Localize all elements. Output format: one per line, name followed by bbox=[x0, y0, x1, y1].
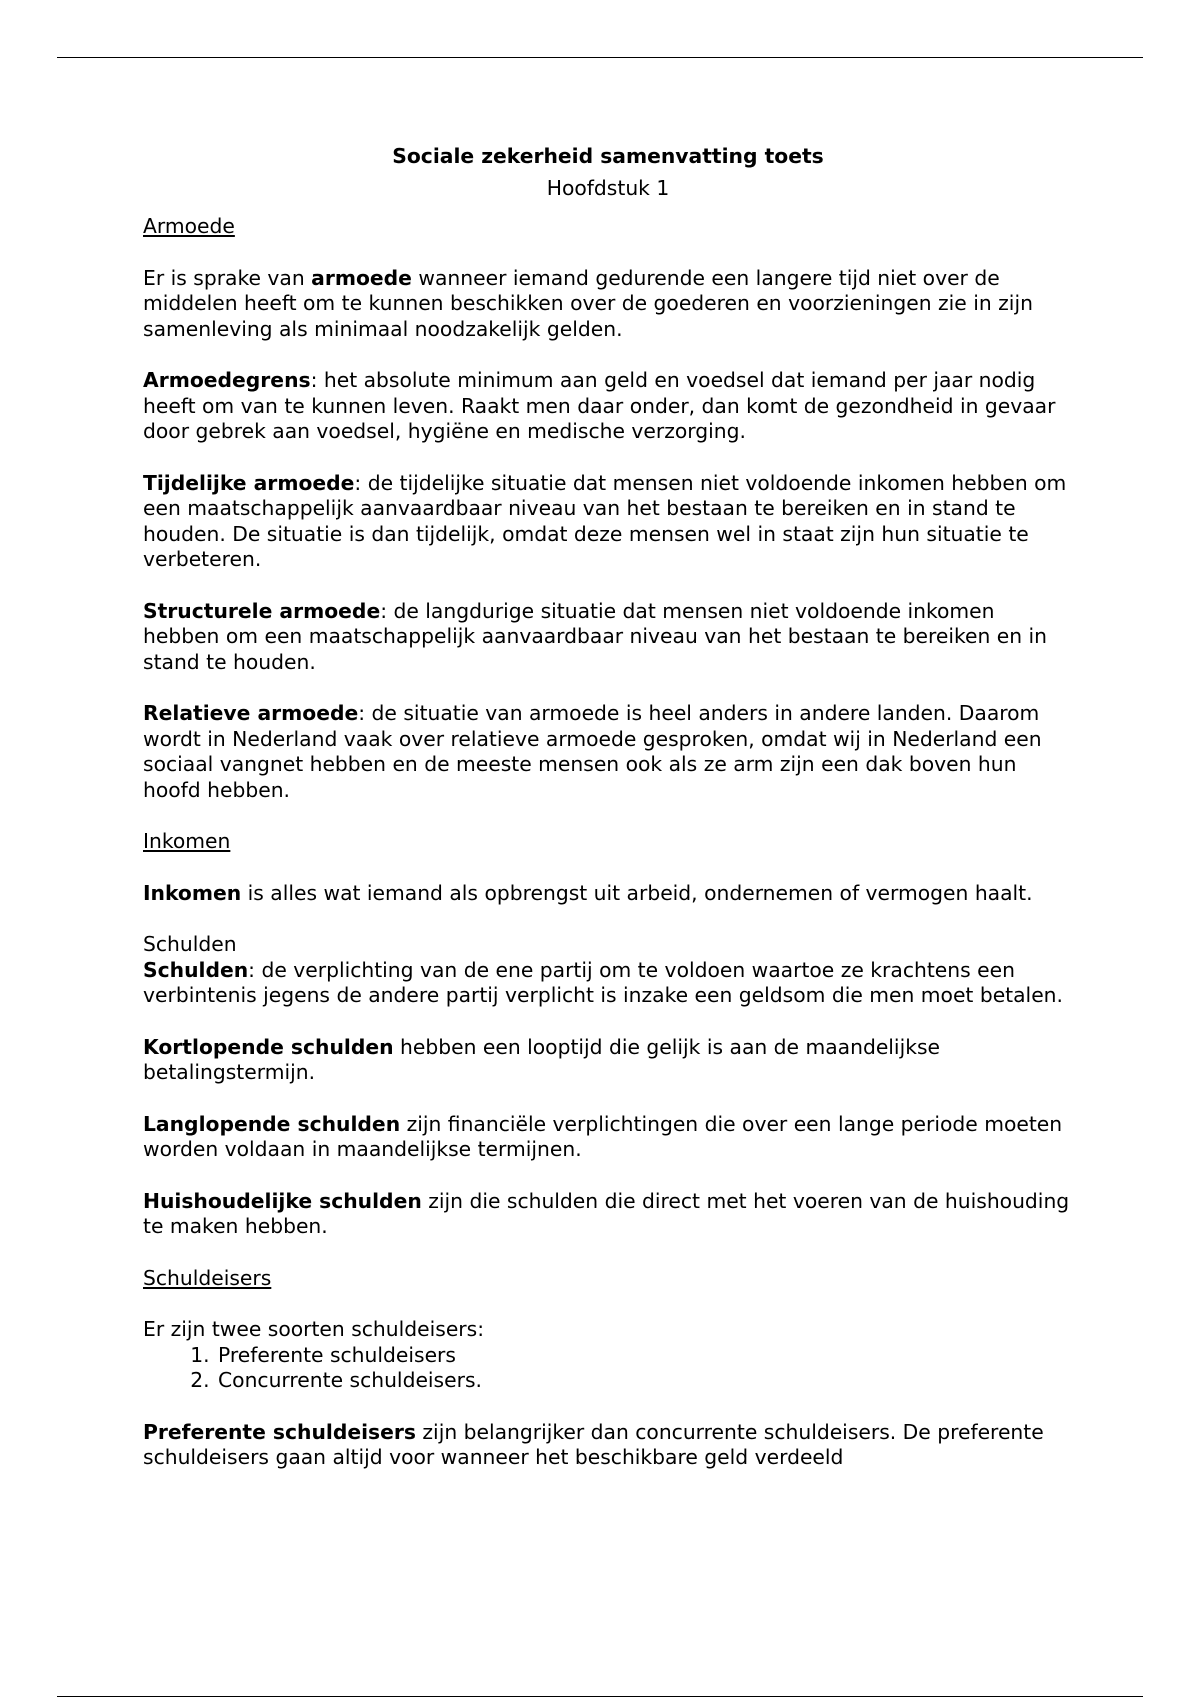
paragraph-schuldeisers-intro: Er zijn twee soorten schuldeisers: bbox=[143, 1317, 485, 1341]
section-heading-schulden: Schulden bbox=[143, 932, 237, 956]
term-kortlopende-schulden: Kortlopende schulden bbox=[143, 1034, 394, 1059]
header-rule bbox=[57, 57, 1143, 58]
section-heading-schuldeisers: Schuldeisers bbox=[143, 1265, 272, 1290]
list-item: 1. Preferente schuldeisers bbox=[216, 1343, 1073, 1369]
paragraph-text: : de situatie van armoede is heel anders in andere landen. Daarom wordt in Nederland vaak over relatieve armoede gesproken, omdat wij in Nederland een sociaal vangnet hebben en de meeste mensen ook als ze arm zijn een dak boven hun hoofd hebben. bbox=[143, 701, 1042, 802]
paragraph-text: : de verplichting van de ene partij om te voldoen waartoe ze krachtens een verbintenis jegens de andere partij verplicht is inzake een geldsom die men moet betalen. bbox=[143, 957, 1063, 1007]
paragraph-text: zijn financiële verplichtingen die over een lange periode moeten worden voldaan in maandelijkse termijnen. bbox=[143, 1111, 1063, 1161]
paragraph-text: : het absolute minimum aan geld en voedsel dat iemand per jaar nodig heeft om van te kunnen leven. Raakt men daar onder, dan komt de gezondheid in gevaar door gebrek aan voedsel, hygiëne en medische verzorging. bbox=[143, 368, 1056, 443]
paragraph-text: hebben een looptijd die gelijk is aan de maandelijkse betalingstermijn. bbox=[143, 1034, 940, 1084]
term-inkomen: Inkomen bbox=[143, 880, 242, 905]
paragraph-relatieve-armoede bbox=[143, 701, 1073, 803]
paragraph-armoede-definition bbox=[143, 266, 1073, 343]
term-armoedegrens: Armoedegrens bbox=[143, 368, 311, 392]
paragraph-preferente-schuldeisers bbox=[143, 1420, 1073, 1471]
chapter-label: Hoofdstuk 1 bbox=[546, 176, 670, 200]
paragraph-text: : de tijdelijke situatie dat mensen niet voldoende inkomen hebben om een maatschappelijk aanvaardbaar niveau van het bestaan te bereiken en in stand te houden. De situatie is dan tijdelijk, omdat deze mensen wel in staat zijn hun situatie te verbeteren. bbox=[143, 470, 1067, 571]
paragraph-text: is alles wat iemand als opbrengst uit arbeid, ondernemen of vermogen haalt. bbox=[241, 880, 1033, 905]
section-heading-armoede: Armoede bbox=[143, 214, 235, 238]
paragraph-lead-text: Er is sprake van bbox=[143, 265, 312, 290]
document-page bbox=[143, 140, 1073, 1497]
paragraph-structurele-armoede bbox=[143, 599, 1073, 676]
document-title: Sociale zekerheid samenvatting toets bbox=[392, 144, 824, 168]
paragraph-tijdelijke-armoede bbox=[143, 471, 1073, 573]
term-relatieve-armoede: Relatieve armoede bbox=[143, 701, 359, 725]
term-structurele-armoede: Structurele armoede bbox=[143, 598, 381, 623]
paragraph-text: : de langdurige situatie dat mensen niet voldoende inkomen hebben om een maatschappelijk aanvaardbaar niveau van het bestaan te bereiken en in stand te houden. bbox=[143, 598, 1048, 674]
paragraph-text: wanneer iemand gedurende een langere tijd niet over de middelen heeft om te kunnen beschikken over de goederen en voorzieningen zie in zijn samenleving als minimaal noodzakelijk gelden. bbox=[143, 265, 1033, 341]
section-heading-inkomen: Inkomen bbox=[143, 829, 231, 853]
paragraph-kortlopende-schulden bbox=[143, 1035, 1073, 1086]
paragraph-schulden bbox=[143, 958, 1073, 1009]
paragraph-huishoudelijke-schulden bbox=[143, 1189, 1073, 1240]
term-tijdelijke-armoede: Tijdelijke armoede bbox=[143, 470, 355, 495]
paragraph-armoedegrens bbox=[143, 368, 1073, 445]
list-item: 2. Concurrente schuldeisers. bbox=[216, 1368, 1073, 1394]
paragraph-text: zijn die schulden die direct met het voeren van de huishouding te maken hebben. bbox=[143, 1188, 1070, 1238]
paragraph-inkomen bbox=[143, 881, 1073, 907]
paragraph-text: zijn belangrijker dan concurrente schuldeisers. De preferente schuldeisers gaan altijd voor wanneer het beschikbare geld verdeeld bbox=[143, 1419, 1044, 1469]
term-schulden: Schulden bbox=[143, 957, 249, 982]
schuldeisers-list bbox=[143, 1343, 1073, 1394]
term-huishoudelijke-schulden: Huishoudelijke schulden bbox=[143, 1188, 422, 1213]
paragraph-langlopende-schulden bbox=[143, 1112, 1073, 1163]
term-langlopende-schulden: Langlopende schulden bbox=[143, 1111, 401, 1136]
footer-rule bbox=[57, 1696, 1143, 1697]
term-preferente-schuldeisers: Preferente schuldeisers bbox=[143, 1419, 416, 1444]
term-armoede: armoede bbox=[311, 265, 412, 290]
